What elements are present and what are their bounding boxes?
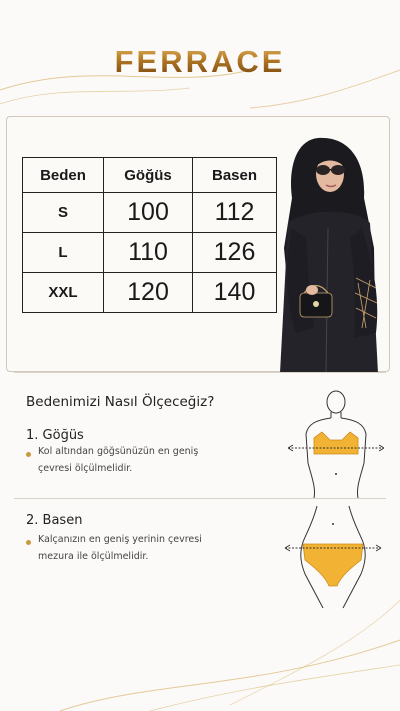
brand-logo: FERRACE <box>0 44 400 80</box>
bust-measure-illustration <box>286 388 386 498</box>
bullet-icon <box>26 540 31 545</box>
guide-title: Bedenimizi Nasıl Ölçeceğiz? <box>26 394 215 410</box>
section-divider <box>14 498 386 499</box>
bust-cell: 110 <box>104 233 193 273</box>
step-hip-text: Kalçanızın en geniş yerinin çevresi mezura ile ölçülmelidir. <box>38 534 202 562</box>
step-bust-text: Kol altından göğsünüzün en geniş çevresi ölçülmelidir. <box>38 446 199 474</box>
size-cell: XXL <box>23 273 104 313</box>
table-header-row <box>23 158 277 193</box>
hip-cell: 126 <box>193 233 277 273</box>
hip-cell: 140 <box>193 273 277 313</box>
size-cell: S <box>23 193 104 233</box>
header-beden: Beden <box>23 158 104 193</box>
hip-cell: 112 <box>193 193 277 233</box>
bullet-icon <box>26 452 31 457</box>
bust-cell: 100 <box>104 193 193 233</box>
step-hip-title: 2. Basen <box>26 513 83 528</box>
table-row <box>23 273 277 313</box>
table-row <box>23 193 277 233</box>
table-row <box>23 233 277 273</box>
model-photo <box>266 128 384 373</box>
size-cell: L <box>23 233 104 273</box>
bust-cell: 120 <box>104 273 193 313</box>
header-basen: Basen <box>193 158 277 193</box>
hip-measure-illustration <box>283 502 383 612</box>
size-table <box>22 157 277 313</box>
section-divider <box>14 372 386 373</box>
step-bust-title: 1. Göğüs <box>26 428 84 443</box>
header-gogus: Göğüs <box>104 158 193 193</box>
